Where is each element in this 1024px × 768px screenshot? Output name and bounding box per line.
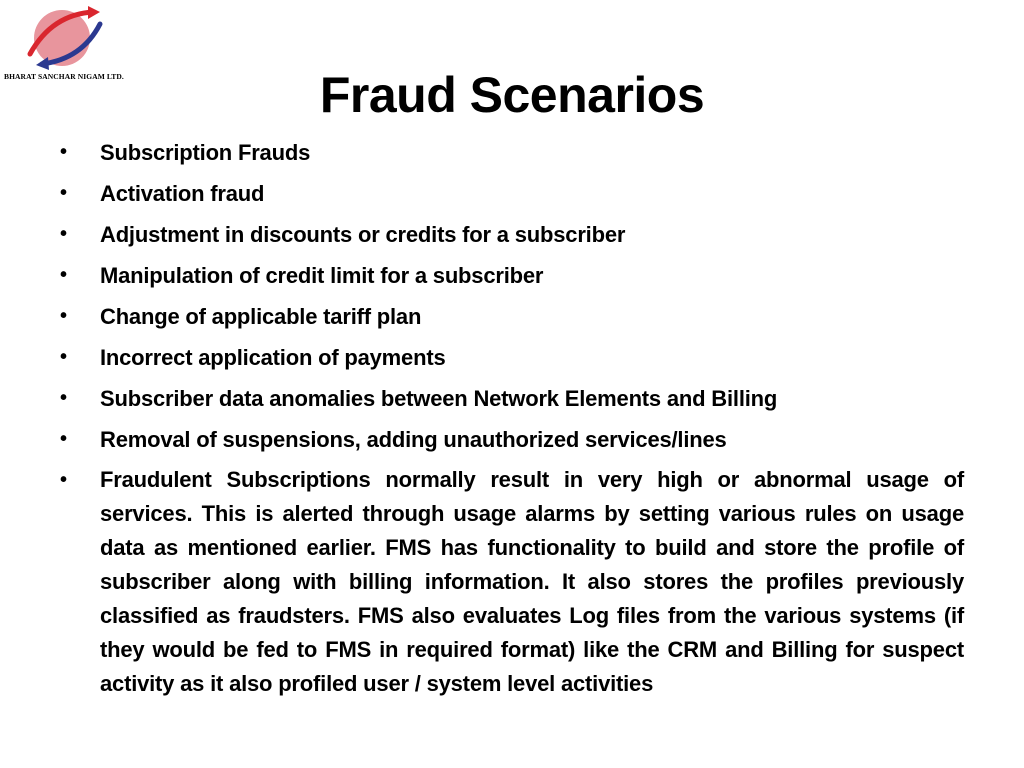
bullet-text: Subscriber data anomalies between Network Elements and Billing	[100, 386, 778, 411]
bullet-text: Removal of suspensions, adding unauthorized services/lines	[100, 427, 727, 452]
bullet-dot: •	[60, 428, 67, 450]
slide-title: Fraud Scenarios	[319, 67, 705, 123]
bullet-item-paragraph	[60, 460, 964, 701]
bullet-dot: •	[60, 223, 67, 245]
bullet-item	[60, 255, 964, 296]
bullet-text: Fraudulent Subscriptions normally result in very high or abnormal usage of services. This is alerted through usage alarms by setting various rules on usage data as mentioned earlier. FMS has functionality to build and store the profile of subscriber along with billing information. It also stores the profiles previously classified as fraudsters. FMS also evaluates Log files from the various systems (if they would be fed to FMS in required format) like the CRM and Billing for suspect activity as it also profiled user / system level activities	[100, 467, 964, 696]
bullet-text: Activation fraud	[100, 181, 265, 206]
bullet-item	[60, 378, 964, 419]
bullet-dot: •	[60, 305, 67, 327]
bullet-dot: •	[60, 264, 67, 286]
bullet-item	[60, 419, 964, 460]
bullet-text: Change of applicable tariff plan	[100, 304, 422, 329]
bullet-text: Adjustment in discounts or credits for a subscriber	[100, 222, 626, 247]
bullet-item	[60, 132, 964, 173]
bullet-item	[60, 173, 964, 214]
bullet-dot: •	[60, 141, 67, 163]
bullet-dot: •	[60, 387, 67, 409]
bullet-text: Manipulation of credit limit for a subscriber	[100, 263, 544, 288]
bullet-list	[60, 132, 964, 701]
bullet-item	[60, 214, 964, 255]
company-name: BHARAT SANCHAR NIGAM LTD.	[4, 72, 124, 81]
bullet-dot: •	[60, 469, 67, 491]
bullet-item	[60, 337, 964, 378]
bullet-text: Incorrect application of payments	[100, 345, 446, 370]
bullet-text: Subscription Frauds	[100, 140, 311, 165]
bullet-dot: •	[60, 182, 67, 204]
bullet-dot: •	[60, 346, 67, 368]
bullet-item	[60, 296, 964, 337]
